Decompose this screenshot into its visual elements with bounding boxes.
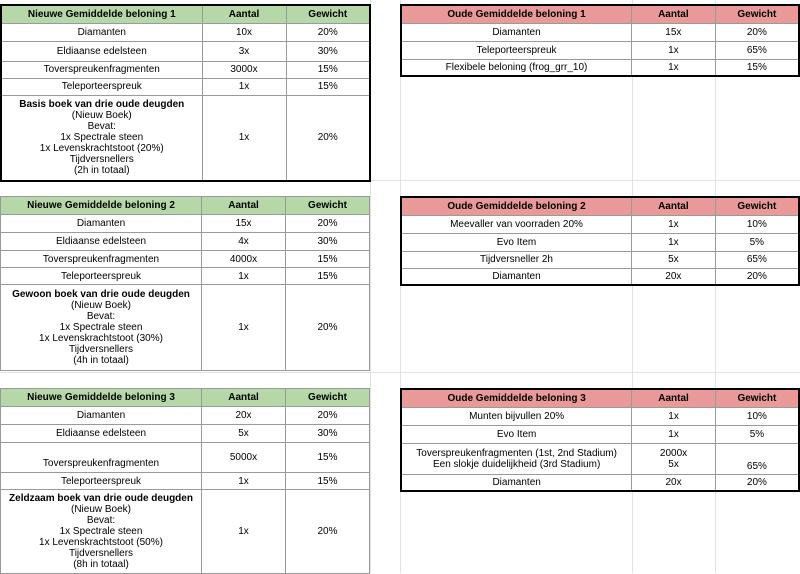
table-row [401,233,799,251]
item-amount: 1x [632,41,716,59]
table-header-row [401,197,799,215]
item-name: Teleporteerspreuk [1,473,202,490]
item-name: Tijdversneller 2h [401,251,632,268]
item-amount: 20x [632,268,716,285]
item-weight: 20% [715,268,799,285]
old-reward-table-1 [400,4,800,77]
item-weight: 65% [715,443,799,474]
item-weight: 15% [286,268,370,285]
header-weight: Gewicht [715,197,799,215]
book-line: Tijdversnellers [69,154,134,166]
book-amount: 1x [202,95,286,181]
item-name: Evo Item [401,233,632,251]
table-row [401,443,799,474]
book-row [1,285,370,371]
item-amount: 10x [202,23,286,41]
book-line: (8h in totaal) [73,559,129,570]
item-name: Diamanten [401,268,632,285]
new-reward-table-3 [0,388,370,574]
table-row [401,474,799,491]
table-row [1,251,370,268]
table-row [401,59,799,76]
item-weight: 5% [715,425,799,443]
item-name: Toverspreukenfragmenten [1,443,202,473]
table-row [401,407,799,425]
item-weight: 10% [715,215,799,233]
book-row [1,95,370,181]
book-weight: 20% [286,285,370,371]
table-row [1,425,370,443]
item-amount: 5x [632,251,716,268]
book-line: 1x Spectrale steen [59,322,143,333]
item-weight: 20% [286,215,370,233]
book-line: Tijdversnellers [68,344,134,355]
book-title: Zeldzaam boek van drie oude deugden [9,493,193,504]
book-line: (Nieuw Boek) [70,504,132,515]
item-name-line: Toverspreukenfragmenten (1st, 2nd Stadium) [416,447,617,459]
book-description [1,490,202,574]
item-weight: 20% [715,474,799,491]
item-amount: 1x [632,425,716,443]
item-amount: 1x [202,473,286,490]
table-row [401,251,799,268]
item-weight: 15% [286,443,370,473]
book-line: 1x Spectrale steen [60,132,144,144]
item-amount: 1x [632,233,716,251]
header-weight: Gewicht [286,389,370,407]
item-name: Diamanten [401,474,632,491]
item-name: Meevaller van voorraden 20% [401,215,632,233]
item-name: Eldiaanse edelsteen [1,41,202,61]
item-weight: 15% [286,473,370,490]
book-line: Bevat: [87,121,116,133]
item-name: Flexibele beloning (frog_grr_10) [401,59,632,76]
header-amount: Aantal [632,389,716,407]
book-title: Gewoon boek van drie oude deugden [12,289,190,300]
item-name: Eldiaanse edelsteen [1,233,202,251]
table-row [1,407,370,425]
item-name: Diamanten [1,215,202,233]
header-amount: Aantal [202,197,286,215]
table-row [1,233,370,251]
item-name: Teleporteerspreuk [1,78,202,95]
old-reward-table-2 [400,196,800,286]
header-weight: Gewicht [715,389,799,407]
table-row [401,268,799,285]
item-amount: 1x [632,215,716,233]
new-reward-table-2 [0,196,370,371]
table-row [401,41,799,59]
item-amount: 5000x [202,443,286,473]
item-amount: 1x [202,78,286,95]
item-amount: 5x [202,425,286,443]
new-reward-table-1 [0,4,371,182]
item-weight: 65% [715,251,799,268]
book-line: 1x Levenskrachtstoot (20%) [39,143,164,155]
book-amount: 1x [202,490,286,574]
item-amount [632,443,716,474]
item-weight: 65% [715,41,799,59]
header-amount: Aantal [632,197,716,215]
header-title: Oude Gemiddelde beloning 3 [401,389,632,407]
item-name: Diamanten [1,407,202,425]
header-amount: Aantal [202,5,286,23]
book-title: Basis boek van drie oude deugden [19,99,185,111]
item-weight: 20% [286,407,370,425]
item-amount: 4x [202,233,286,251]
item-amount: 15x [632,23,716,41]
item-amount: 1x [202,268,286,285]
item-amount: 4000x [202,251,286,268]
header-weight: Gewicht [715,5,799,23]
table-row [1,78,370,95]
book-line: Bevat: [86,515,116,526]
book-line: (Nieuw Boek) [71,110,132,122]
table-row [1,215,370,233]
grid-line [0,372,800,373]
item-amount-line: 2000x [659,447,688,459]
header-weight: Gewicht [286,197,370,215]
book-line: 1x Levenskrachtstoot (30%) [39,333,163,344]
table-header-row [1,197,370,215]
item-name: Teleporteerspreuk [1,268,202,285]
header-amount: Aantal [632,5,716,23]
book-line: Tijdversnellers [68,548,134,559]
header-title: Oude Gemiddelde beloning 1 [401,5,632,23]
header-amount: Aantal [202,389,286,407]
item-amount-line: 5x [668,458,679,470]
header-weight: Gewicht [286,5,370,23]
book-line: (2h in totaal) [73,165,130,177]
table-row [401,215,799,233]
item-name: Teleporteerspreuk [401,41,632,59]
table-header-row [401,389,799,407]
item-name: Evo Item [401,425,632,443]
item-name: Eldiaanse edelsteen [1,425,202,443]
header-title: Nieuwe Gemiddelde beloning 1 [1,5,202,23]
item-name [401,443,632,474]
header-title: Oude Gemiddelde beloning 2 [401,197,632,215]
item-amount: 20x [202,407,286,425]
item-weight: 15% [286,251,370,268]
item-amount: 3x [202,41,286,61]
item-weight: 30% [286,425,370,443]
table-row [1,61,370,78]
item-name: Diamanten [401,23,632,41]
table-row [1,268,370,285]
item-weight: 15% [715,59,799,76]
item-weight: 20% [715,23,799,41]
book-line: (4h in totaal) [73,355,129,366]
book-line: 1x Levenskrachtstoot (50%) [39,537,163,548]
old-reward-table-3 [400,388,800,492]
item-name: Diamanten [1,23,202,41]
book-weight: 20% [286,490,370,574]
book-line: Bevat: [86,311,116,322]
item-amount: 3000x [202,61,286,78]
table-row [1,443,370,473]
header-title: Nieuwe Gemiddelde beloning 2 [1,197,202,215]
book-line: (Nieuw Boek) [70,300,132,311]
table-header-row [401,5,799,23]
item-name: Munten bijvullen 20% [401,407,632,425]
item-amount: 1x [632,407,716,425]
table-row [401,23,799,41]
item-weight: 20% [286,23,370,41]
book-weight: 20% [286,95,370,181]
table-row [1,41,370,61]
item-weight: 10% [715,407,799,425]
item-weight: 15% [286,78,370,95]
table-header-row [1,5,370,23]
book-description [1,95,202,181]
book-amount: 1x [202,285,286,371]
item-weight: 5% [715,233,799,251]
item-name-line: Een slokje duidelijkheid (3rd Stadium) [432,458,601,470]
item-amount: 20x [632,474,716,491]
item-weight: 30% [286,41,370,61]
table-row [1,23,370,41]
table-header-row [1,389,370,407]
item-amount: 1x [632,59,716,76]
item-weight: 15% [286,61,370,78]
book-description [1,285,202,371]
item-name: Toverspreukenfragmenten [1,61,202,78]
book-line: 1x Spectrale steen [59,526,143,537]
item-amount: 15x [202,215,286,233]
table-row [401,425,799,443]
table-row [1,473,370,490]
item-weight: 30% [286,233,370,251]
book-row [1,490,370,574]
header-title: Nieuwe Gemiddelde beloning 3 [1,389,202,407]
item-name: Toverspreukenfragmenten [1,251,202,268]
